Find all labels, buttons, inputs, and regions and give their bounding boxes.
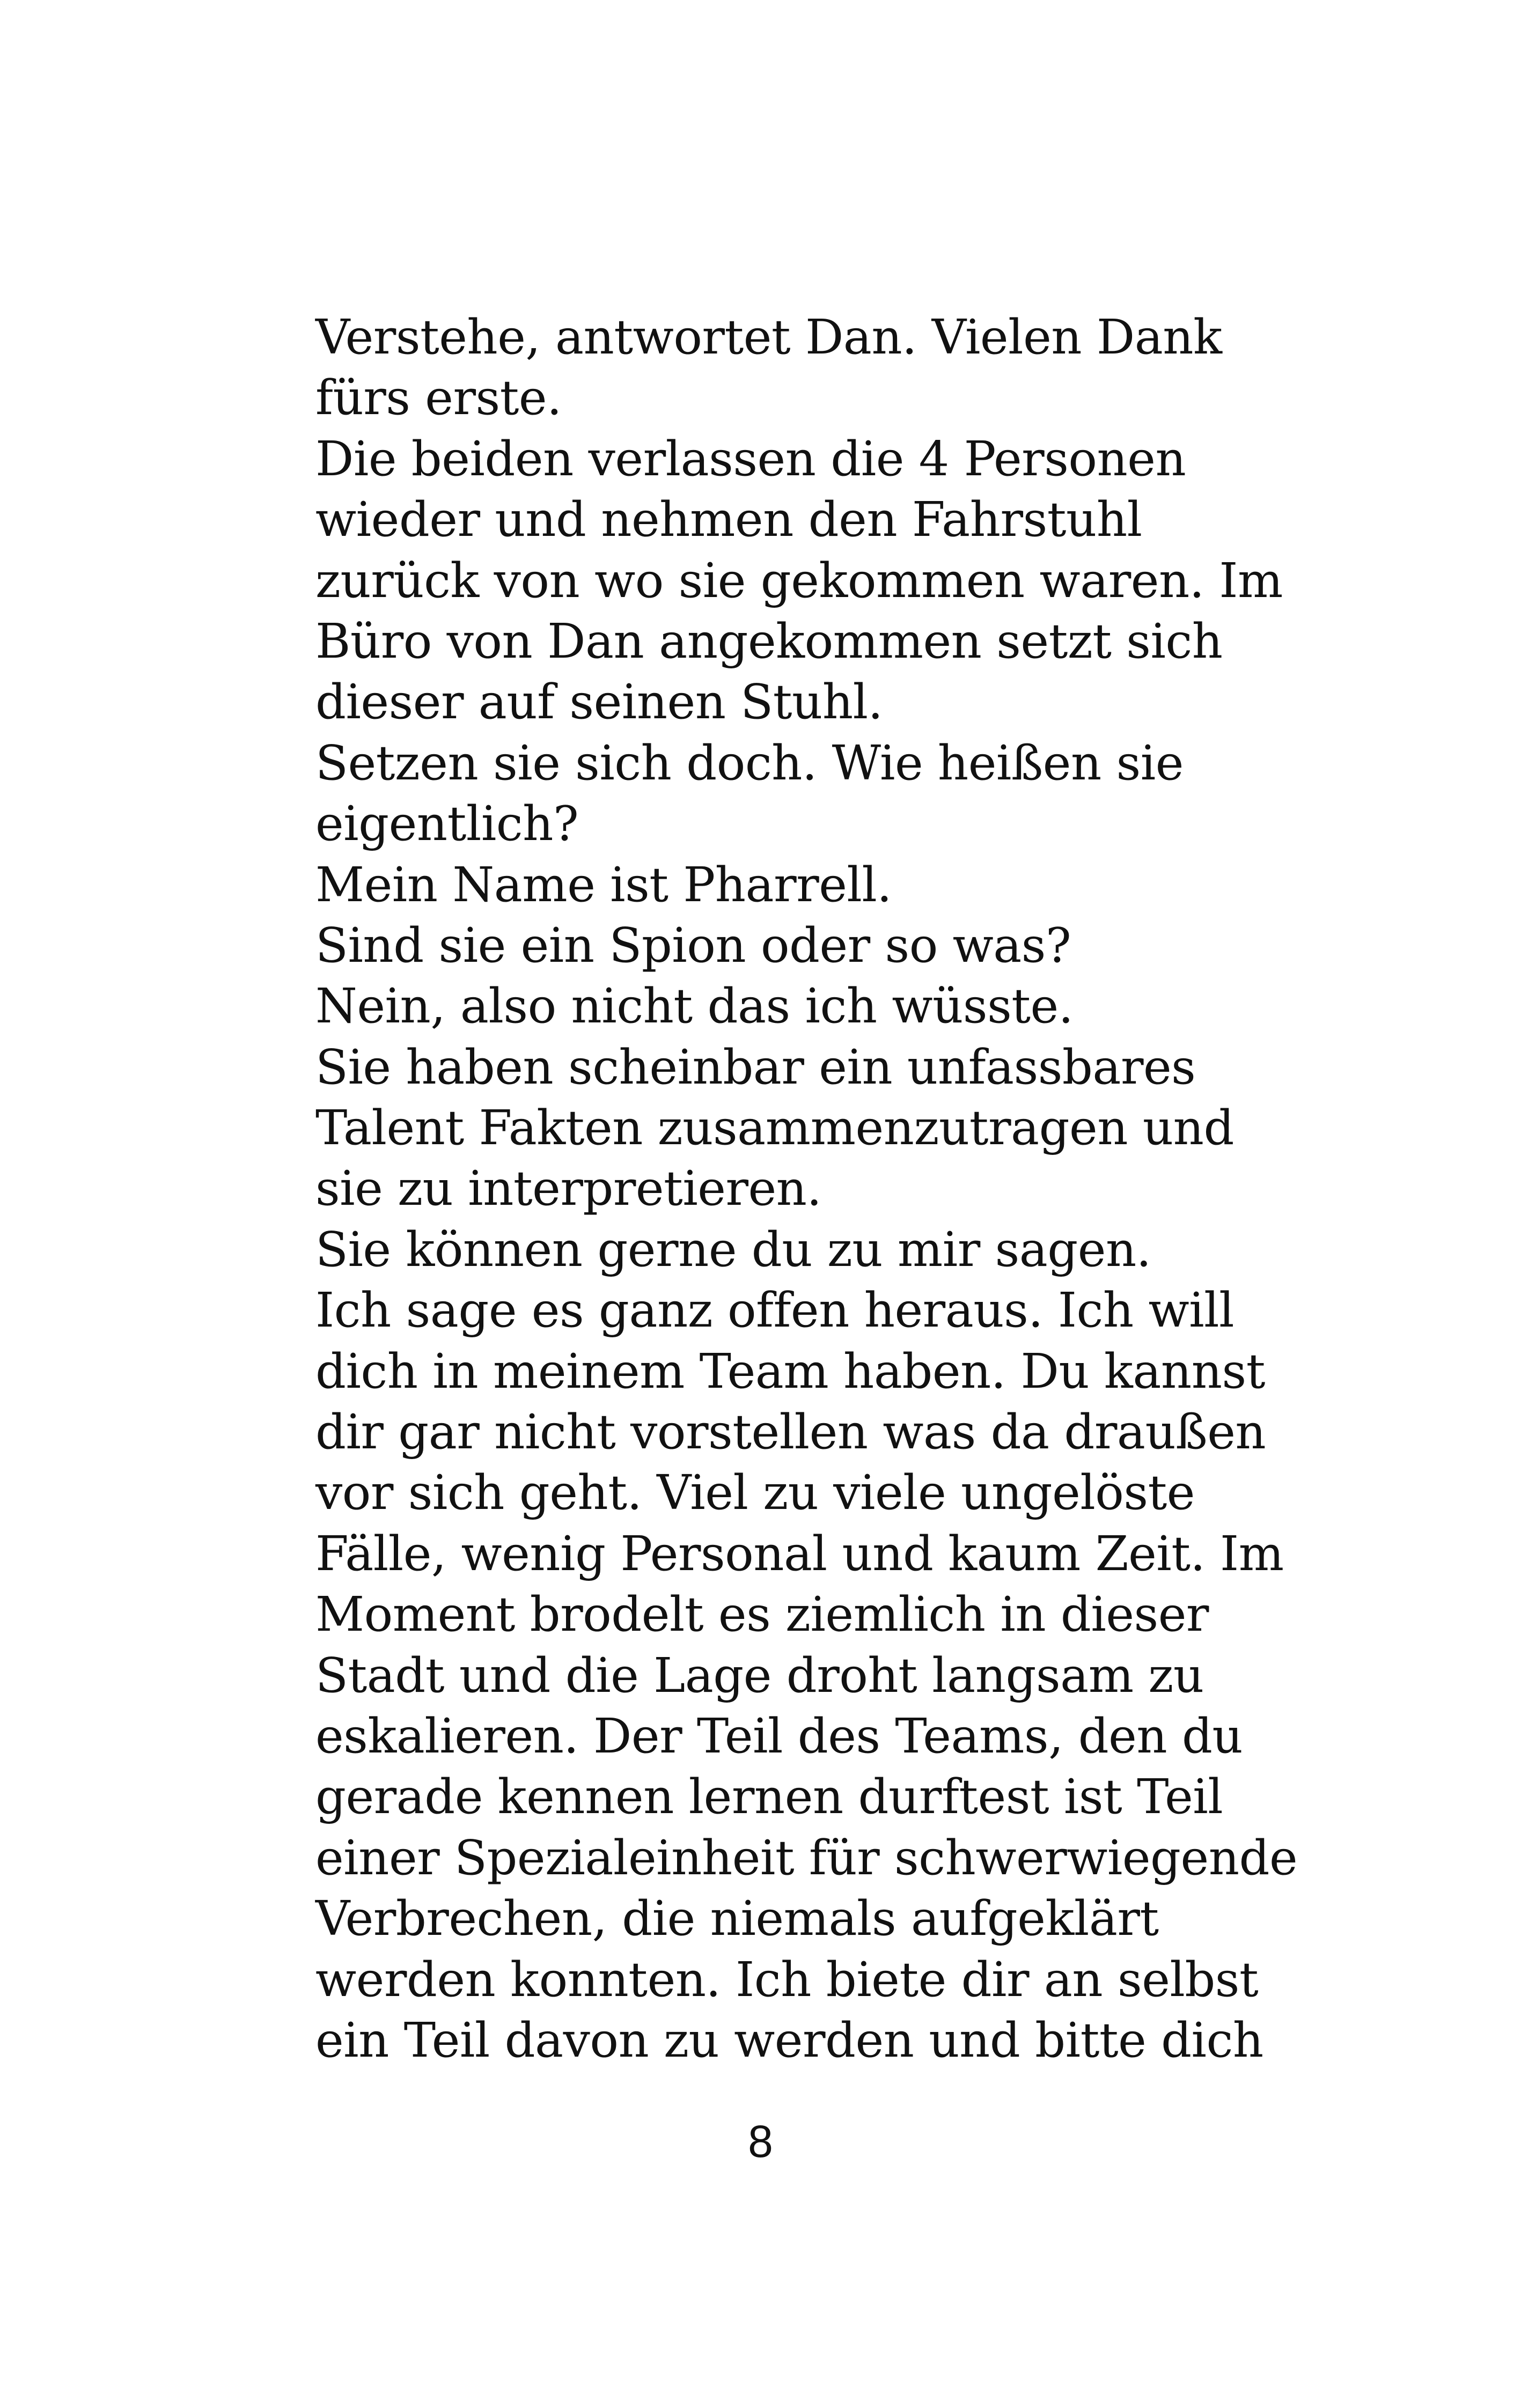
text-line: vor sich geht. Viel zu viele ungelöste: [315, 1464, 1195, 1521]
text-line: Stadt und die Lage droht langsam zu: [315, 1647, 1204, 1703]
text-line: Sind sie ein Spion oder so was?: [315, 917, 1071, 973]
text-line: wieder und nehmen den Fahrstuhl: [315, 491, 1142, 548]
text-line: dir gar nicht vorstellen was da draußen: [315, 1404, 1266, 1460]
text-line: einer Spezialeinheit für schwerwiegende: [315, 1829, 1298, 1886]
text-line: Büro von Dan angekommen setzt sich: [315, 613, 1223, 669]
text-line: ein Teil davon zu werden und bitte dich: [315, 2012, 1263, 2068]
text-line: Ich sage es ganz offen heraus. Ich will: [315, 1282, 1235, 1338]
text-line: eigentlich?: [315, 796, 579, 852]
text-line: Nein, also nicht das ich wüsste.: [315, 978, 1074, 1034]
text-line: Fälle, wenig Personal und kaum Zeit. Im: [315, 1525, 1284, 1581]
text-line: werden konnten. Ich biete dir an selbst: [315, 1951, 1259, 2007]
text-line: Die beiden verlassen die 4 Personen: [315, 430, 1186, 487]
text-line: Setzen sie sich doch. Wie heißen sie: [315, 734, 1184, 791]
text-line: Talent Fakten zusammenzutragen und: [315, 1100, 1234, 1156]
text-line: Sie können gerne du zu mir sagen.: [315, 1221, 1151, 1277]
text-line: Verbrechen, die niemals aufgeklärt: [315, 1890, 1159, 1947]
text-line: fürs erste.: [315, 370, 562, 426]
text-line: Moment brodelt es ziemlich in dieser: [315, 1586, 1209, 1643]
page-number: 8: [748, 2116, 773, 2167]
text-line: zurück von wo sie gekommen waren. Im: [315, 552, 1283, 608]
text-line: dich in meinem Team haben. Du kannst: [315, 1343, 1265, 1399]
text-line: Mein Name ist Pharrell.: [315, 856, 892, 912]
text-line: sie zu interpretieren.: [315, 1160, 822, 1217]
text-line: eskalieren. Der Teil des Teams, den du: [315, 1707, 1243, 1764]
text-line: Sie haben scheinbar ein unfassbares: [315, 1039, 1196, 1095]
body-text: [315, 307, 1298, 2071]
text-line: dieser auf seinen Stuhl.: [315, 674, 883, 730]
text-line: Verstehe, antwortet Dan. Vielen Dank: [315, 309, 1222, 365]
text-line: gerade kennen lernen durftest ist Teil: [315, 1769, 1223, 1825]
